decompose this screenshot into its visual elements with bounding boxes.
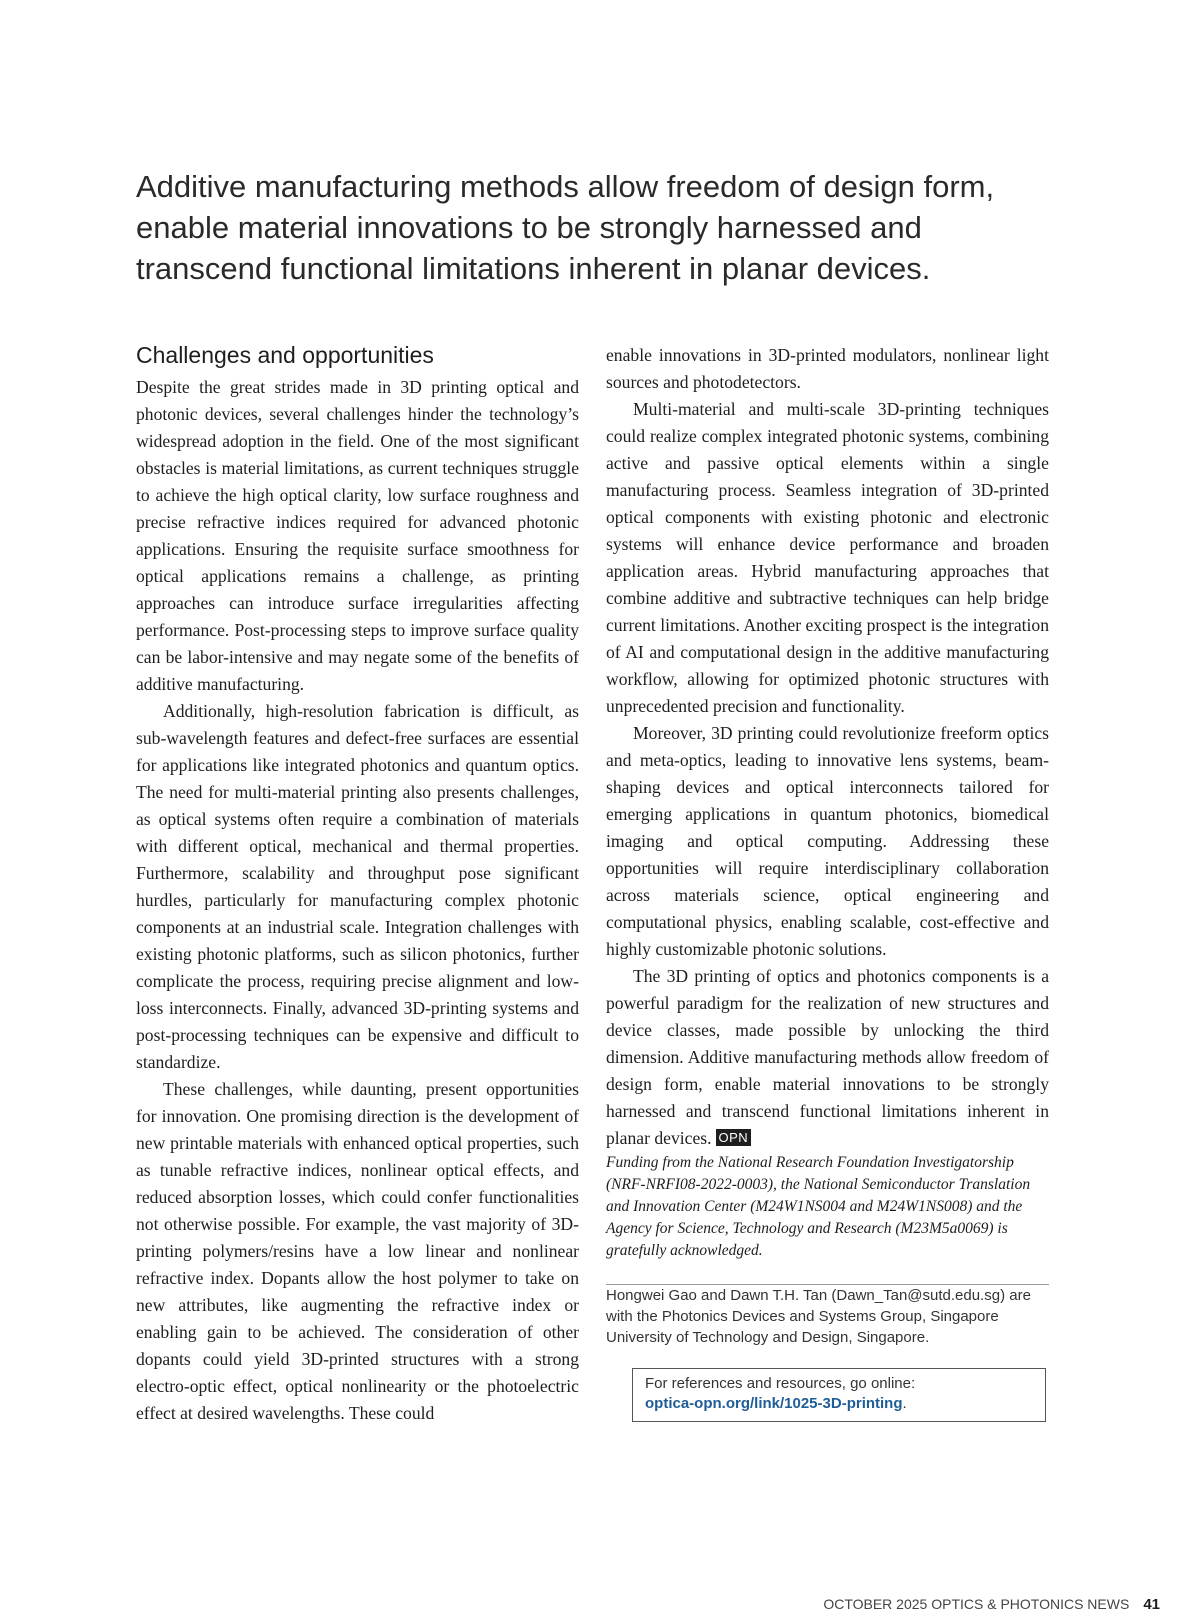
opn-end-mark: OPN (716, 1129, 752, 1146)
right-column (606, 342, 1049, 1422)
body-paragraph: Multi-material and multi-scale 3D-printing techniques could realize complex integrated photonic systems, combining active and passive optical elements within a single manufacturing process. Seamless integration of 3D-printed optical components with existing photonic and electronic systems will enhance device performance and broaden application areas. Hybrid manufacturing approaches that combine additive and subtractive techniques can help bridge current limitations. Another exciting prospect is the integration of AI and computational design in the additive manufacturing workflow, allowing for optimized photonic structures with unprecedented precision and functionality. (606, 399, 1049, 716)
references-link-suffix: . (902, 1395, 907, 1412)
references-link[interactable]: optica-opn.org/link/1025-3D-printing (645, 1395, 903, 1412)
body-paragraph: Despite the great strides made in 3D printing optical and photonic devices, several challenges hinder the technology’s widespread adoption in the field. One of the most significant obstacles is material limitations, as current techniques struggle to achieve the high optical clarity, low surface roughness and precise refractive indices required for advanced photonic applications. Ensuring the requisite surface smoothness for optical applications remains a challenge, as printing approaches can introduce surface irregularities affecting performance. Post-processing steps to improve surface quality can be labor-intensive and may negate some of the benefits of additive manufacturing. (136, 377, 579, 694)
section-heading: Challenges and opportunities (136, 342, 434, 368)
references-box (632, 1368, 1046, 1422)
author-bio: Hongwei Gao and Dawn T.H. Tan (Dawn_Tan@sutd.edu.sg) are with the Photonics Devices and Systems Group, Singapore University of Technology and Design, Singapore. (606, 1287, 1031, 1346)
page-number: 41 (1143, 1596, 1160, 1613)
left-column (136, 340, 579, 1427)
page-footer (700, 1596, 1160, 1613)
references-link-line (645, 1394, 1033, 1414)
funding-acknowledgment: Funding from the National Research Foundation Investigatorship (NRF-NRFI08-2022-0003), the National Semiconductor Translation and Innovation Center (M24W1NS004 and M24W1NS008) and the Agency for Science, Technology and Research (M23M5a0069) is gratefully acknowledged. (606, 1154, 1031, 1259)
body-paragraph: Additionally, high-resolution fabrication is difficult, as sub-wavelength features and defect-free surfaces are essential for applications like integrated photonics and quantum optics. The need for multi-material printing also presents challenges, as optical systems often require a combination of materials with different optical, mechanical and thermal properties. Furthermore, scalability and throughput pose significant hurdles, particularly for manufacturing complex photonic components at an industrial scale. Integration challenges with existing photonic platforms, such as silicon photonics, further complicate the process, requiring precise alignment and low-loss interconnects. Finally, advanced 3D-printing systems and post-processing techniques can be expensive and difficult to standardize. (136, 701, 579, 1072)
final-paragraph-text: The 3D printing of optics and photonics components is a powerful paradigm for the realization of new structures and device classes, made possible by unlocking the third dimension. Additive manufacturing methods allow freedom of design form, enable material innovations to be strongly harnessed and transcend functional limitations inherent in planar devices. (606, 966, 1049, 1148)
pull-quote: Additive manufacturing methods allow freedom of design form, enable material innovations to be strongly harnessed and transcend functional limitations inherent in planar devices. (136, 169, 995, 286)
body-paragraph: enable innovations in 3D-printed modulators, nonlinear light sources and photodetectors. (606, 345, 1049, 392)
body-paragraph: These challenges, while daunting, present opportunities for innovation. One promising direction is the development of new printable materials with enhanced optical properties, such as tunable refractive indices, nonlinear optical effects, and reduced absorption losses, which could confer functionalities not otherwise possible. For example, the vast majority of 3D-printing polymers/resins have a low linear and nonlinear refractive index. Dopants allow the host polymer to take on new attributes, like augmenting the refractive index or enabling gain to be achieved. The consideration of other dopants could yield 3D-printed structures with a strong electro-optic effect, optical nonlinearity or the photoelectric effect at desired wavelengths. These could (136, 1079, 579, 1423)
body-paragraph-final (606, 963, 1049, 1152)
references-label: For references and resources, go online: (645, 1375, 916, 1392)
body-paragraph: Moreover, 3D printing could revolutionize freeform optics and meta-optics, leading to innovative lens systems, beam-shaping devices and optical interconnects tailored for emerging applications in quantum photonics, biomedical imaging and optical computing. Addressing these opportunities will require interdisciplinary collaboration across materials science, optical engineering and computational physics, enabling scalable, cost-effective and highly customizable photonic solutions. (606, 723, 1049, 959)
footer-issue: OCTOBER 2025 OPTICS & PHOTONICS NEWS (823, 1596, 1130, 1612)
